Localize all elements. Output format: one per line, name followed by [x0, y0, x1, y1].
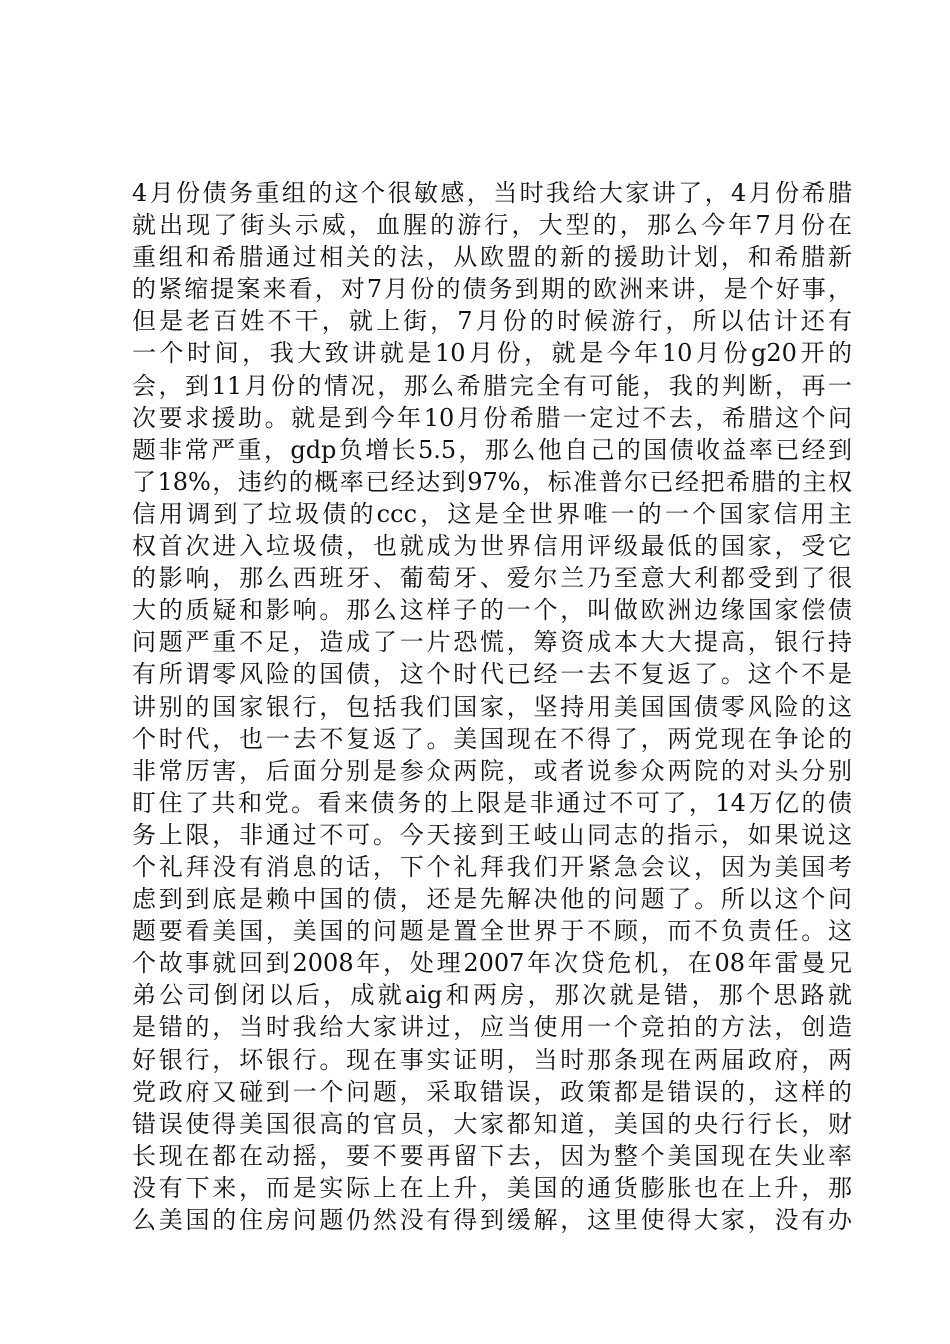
text-line: 会，到11月份的情况，那么希腊完全有可能，我的判断，再一	[132, 371, 852, 400]
text-line: 讲别的国家银行，包括我们国家，坚持用美国国债零风险的这	[132, 692, 852, 721]
text-line: 错误使得美国很高的官员，大家都知道，美国的央行行长，财	[132, 1109, 852, 1138]
text-line: 次要求援助。就是到今年10月份希腊一定过不去，希腊这个问	[132, 403, 852, 432]
text-line: 务上限，非通过不可。今天接到王岐山同志的指示，如果说这	[132, 820, 852, 849]
text-line: 重组和希腊通过相关的法，从欧盟的新的援助计划，和希腊新	[132, 243, 852, 272]
text-line: 非常厉害，后面分别是参众两院，或者说参众两院的对头分别	[132, 756, 852, 785]
text-line: 但是老百姓不干，就上街，7月份的时候游行，所以估计还有	[132, 307, 852, 336]
text-line: 信用调到了垃圾债的ccc，这是全世界唯一的一个国家信用主	[132, 499, 852, 528]
text-line: 大的质疑和影响。那么这样子的一个，叫做欧洲边缘国家偿债	[132, 596, 852, 625]
text-line: 个礼拜没有消息的话，下个礼拜我们开紧急会议，因为美国考	[132, 852, 852, 881]
text-line: 4月份债务重组的这个很敏感，当时我给大家讲了，4月份希腊	[132, 179, 852, 207]
text-line: 长现在都在动摇，要不要再留下去，因为整个美国现在失业率	[132, 1141, 852, 1170]
text-line: 没有下来，而是实际上在上升，美国的通货膨胀也在上升，那	[132, 1173, 852, 1202]
body-paragraph	[132, 177, 852, 1236]
text-line: 好银行，坏银行。现在事实证明，当时那条现在两届政府，两	[132, 1045, 852, 1074]
text-line: 了18%，违约的概率已经达到97%，标准普尔已经把希腊的主权	[132, 467, 852, 496]
text-line: 的紧缩提案来看，对7月份的债务到期的欧洲来讲，是个好事，	[132, 275, 852, 304]
text-line: 的影响，那么西班牙、葡萄牙、爱尔兰乃至意大利都受到了很	[132, 564, 852, 593]
text-line: 弟公司倒闭以后，成就aig和两房，那次就是错，那个思路就	[132, 981, 852, 1010]
text-line: 个故事就回到2008年，处理2007年次贷危机，在08年雷曼兄	[132, 949, 852, 978]
text-line: 个时代，也一去不复返了。美国现在不得了，两党现在争论的	[132, 724, 852, 753]
text-line: 么美国的住房问题仍然没有得到缓解，这里使得大家，没有办	[132, 1206, 852, 1234]
text-line: 有所谓零风险的国债，这个时代已经一去不复返了。这个不是	[132, 660, 852, 689]
text-line: 党政府又碰到一个问题，采取错误，政策都是错误的，这样的	[132, 1077, 852, 1106]
text-line: 题非常严重，gdp负增长5.5，那么他自己的国债收益率已经到	[132, 435, 852, 464]
text-line: 就出现了街头示威，血腥的游行，大型的，那么今年7月份在	[132, 211, 852, 240]
text-line: 权首次进入垃圾债，也就成为世界信用评级最低的国家，受它	[132, 532, 852, 561]
text-line: 是错的，当时我给大家讲过，应当使用一个竞拍的方法，创造	[132, 1013, 852, 1042]
text-line: 题要看美国，美国的问题是置全世界于不顾，而不负责任。这	[132, 917, 852, 946]
text-line: 虑到到底是赖中国的债，还是先解决他的问题了。所以这个问	[132, 885, 852, 914]
text-line: 盯住了共和党。看来债务的上限是非通过不可了，14万亿的债	[132, 788, 852, 817]
text-line: 一个时间，我大致讲就是10月份，就是今年10月份g20开的	[132, 339, 852, 368]
text-line: 问题严重不足，造成了一片恐慌，筹资成本大大提高，银行持	[132, 628, 852, 657]
